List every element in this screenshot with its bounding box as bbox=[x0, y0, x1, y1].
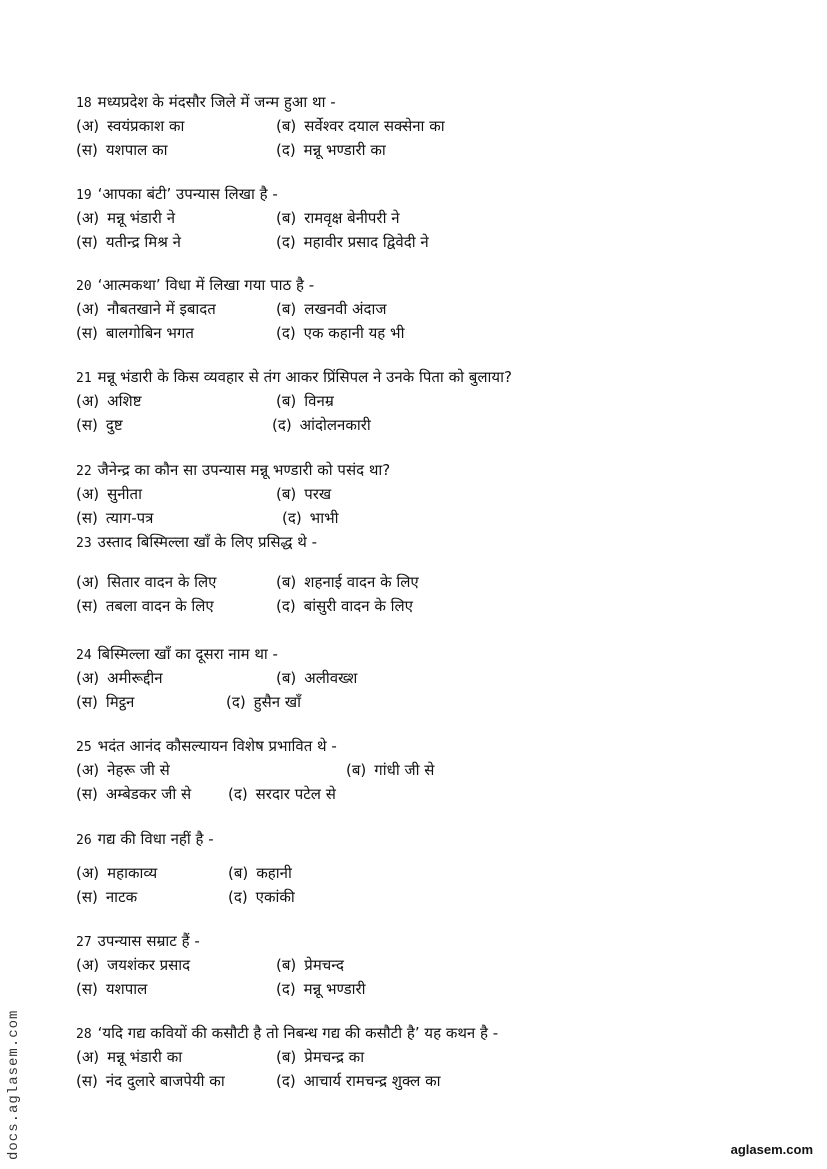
option-text: अशिष्ट bbox=[107, 392, 142, 410]
answer-option bbox=[276, 389, 334, 413]
option-text: त्याग-पत्र bbox=[105, 509, 154, 527]
question-stem: ‘आत्मकथा’ विधा में लिखा गया पाठ है - bbox=[97, 276, 315, 294]
option-label: (अ) bbox=[76, 864, 100, 882]
question-text bbox=[76, 929, 200, 953]
option-label: (ब) bbox=[276, 209, 297, 227]
question-number: 22 bbox=[76, 464, 92, 479]
option-label: (स) bbox=[76, 233, 98, 251]
option-row bbox=[76, 297, 387, 321]
answer-option bbox=[76, 594, 214, 618]
option-text: विनम्र bbox=[304, 392, 334, 410]
option-text: अमीरूद्दीन bbox=[107, 669, 163, 687]
answer-option bbox=[76, 861, 157, 885]
question-number: 21 bbox=[76, 371, 92, 386]
option-label: (द) bbox=[276, 597, 296, 615]
option-row bbox=[76, 1069, 498, 1093]
answer-option bbox=[76, 1045, 182, 1069]
option-text: यतीन्द्र मिश्र ने bbox=[105, 233, 181, 251]
option-label: (द) bbox=[276, 233, 296, 251]
option-row bbox=[76, 321, 405, 345]
option-text: हुसैन खाँ bbox=[253, 693, 302, 711]
answer-option bbox=[76, 885, 137, 909]
option-row bbox=[76, 570, 419, 594]
option-text: नाटक bbox=[105, 888, 138, 906]
answer-option bbox=[76, 953, 190, 977]
option-text: एकांकी bbox=[255, 888, 295, 906]
option-text: मन्नू भण्डारी का bbox=[303, 141, 386, 159]
option-label: (अ) bbox=[76, 956, 100, 974]
option-text: बालगोबिन भगत bbox=[105, 324, 194, 342]
question-stem: ‘यदि गद्य कवियों की कसौटी है तो निबन्ध गद्य की कसौटी है’ यह कथन है - bbox=[97, 1024, 499, 1042]
answer-option bbox=[228, 782, 336, 806]
answer-option bbox=[272, 413, 371, 437]
question-stem: उस्ताद बिस्मिल्ला खाँ के लिए प्रसिद्ध थे - bbox=[97, 533, 318, 551]
answer-option bbox=[76, 413, 123, 437]
answer-option bbox=[276, 321, 404, 345]
option-row bbox=[76, 138, 386, 162]
option-label: (अ) bbox=[76, 392, 100, 410]
option-label: (ब) bbox=[276, 573, 297, 591]
option-text: नंद दुलारे बाजपेयी का bbox=[105, 1072, 225, 1090]
question-28 bbox=[76, 1021, 498, 1093]
option-row bbox=[76, 413, 512, 437]
option-text: सरदार पटेल से bbox=[255, 785, 336, 803]
option-label: (स) bbox=[76, 509, 98, 527]
option-label: (स) bbox=[76, 324, 98, 342]
question-text bbox=[76, 1021, 498, 1045]
option-row bbox=[76, 482, 390, 506]
option-row bbox=[76, 977, 366, 1001]
option-label: (अ) bbox=[76, 300, 100, 318]
option-label: (स) bbox=[76, 785, 98, 803]
option-row bbox=[76, 506, 390, 530]
option-row bbox=[76, 782, 337, 806]
option-text: मिट्ठन bbox=[105, 693, 135, 711]
question-number: 23 bbox=[76, 536, 92, 551]
option-label: (द) bbox=[276, 141, 296, 159]
option-label: (अ) bbox=[76, 669, 100, 687]
question-stem: बिस्मिल्ला खाँ का दूसरा नाम था - bbox=[97, 645, 278, 663]
answer-option bbox=[76, 782, 191, 806]
question-number: 25 bbox=[76, 740, 92, 755]
answer-option bbox=[76, 206, 175, 230]
option-text: भाभी bbox=[309, 509, 339, 527]
option-text: नेहरू जी से bbox=[107, 761, 170, 779]
option-text: लखनवी अंदाज bbox=[304, 300, 387, 318]
question-number: 18 bbox=[76, 96, 92, 111]
option-label: (स) bbox=[76, 980, 98, 998]
option-text: शहनाई वादन के लिए bbox=[304, 573, 419, 591]
option-label: (द) bbox=[276, 1072, 296, 1090]
answer-option bbox=[228, 861, 292, 885]
answer-option bbox=[276, 138, 386, 162]
option-text: मन्नू भंडारी का bbox=[107, 1048, 183, 1066]
question-number: 26 bbox=[76, 833, 92, 848]
question-text bbox=[76, 734, 337, 758]
question-20 bbox=[76, 273, 405, 345]
question-text bbox=[76, 642, 278, 666]
option-label: (द) bbox=[276, 324, 296, 342]
option-row bbox=[76, 758, 435, 782]
option-label: (ब) bbox=[276, 117, 297, 135]
answer-option bbox=[76, 690, 134, 714]
question-number: 19 bbox=[76, 188, 92, 203]
option-text: एक कहानी यह भी bbox=[303, 324, 405, 342]
answer-option bbox=[76, 758, 170, 782]
option-row bbox=[76, 666, 358, 690]
option-text: अलीवख्श bbox=[304, 669, 358, 687]
question-stem: गद्य की विधा नहीं है - bbox=[97, 830, 214, 848]
question-text bbox=[76, 827, 214, 851]
answer-option bbox=[76, 321, 194, 345]
option-row bbox=[76, 230, 429, 254]
option-label: (द) bbox=[282, 509, 302, 527]
option-row bbox=[76, 114, 445, 138]
question-26 bbox=[76, 827, 295, 909]
corner-watermark: aglasem.com bbox=[730, 1142, 813, 1157]
answer-option bbox=[76, 389, 141, 413]
answer-option bbox=[76, 977, 147, 1001]
option-text: सर्वेश्वर दयाल सक्सेना का bbox=[304, 117, 445, 135]
option-row bbox=[76, 885, 295, 909]
answer-option bbox=[76, 570, 216, 594]
option-text: अम्बेडकर जी से bbox=[105, 785, 192, 803]
option-text: महावीर प्रसाद द्विवेदी ने bbox=[303, 233, 429, 251]
option-label: (द) bbox=[276, 980, 296, 998]
option-label: (ब) bbox=[276, 300, 297, 318]
question-stem: जैनेन्द्र का कौन सा उपन्यास मन्नू भण्डारी को पसंद था? bbox=[97, 461, 391, 479]
question-stem: भदंत आनंद कौसल्यायन विशेष प्रभावित थे - bbox=[97, 737, 337, 755]
option-label: (अ) bbox=[76, 117, 100, 135]
option-text: तबला वादन के लिए bbox=[105, 597, 214, 615]
question-stem: मध्यप्रदेश के मंदसौर जिले में जन्म हुआ था - bbox=[97, 93, 336, 111]
option-label: (अ) bbox=[76, 761, 100, 779]
option-label: (ब) bbox=[276, 392, 297, 410]
answer-option bbox=[76, 666, 163, 690]
option-label: (द) bbox=[226, 693, 246, 711]
option-label: (द) bbox=[228, 888, 248, 906]
option-row bbox=[76, 389, 512, 413]
answer-option bbox=[276, 570, 419, 594]
option-label: (स) bbox=[76, 1072, 98, 1090]
option-text: आंदोलनकारी bbox=[299, 416, 371, 434]
option-label: (ब) bbox=[346, 761, 367, 779]
question-19 bbox=[76, 182, 429, 254]
question-text bbox=[76, 530, 317, 554]
option-label: (ब) bbox=[276, 485, 297, 503]
option-label: (अ) bbox=[76, 573, 100, 591]
option-text: महाकाव्य bbox=[107, 864, 158, 882]
option-text: यशपाल का bbox=[105, 141, 168, 159]
question-number: 27 bbox=[76, 935, 92, 950]
option-text: दुष्ट bbox=[105, 416, 123, 434]
question-text bbox=[76, 182, 278, 206]
option-row bbox=[76, 594, 413, 618]
question-stem: उपन्यास सम्राट हैं - bbox=[97, 932, 200, 950]
question-24 bbox=[76, 642, 358, 714]
answer-option bbox=[276, 114, 445, 138]
answer-option bbox=[276, 977, 366, 1001]
question-number: 24 bbox=[76, 648, 92, 663]
answer-option bbox=[276, 666, 357, 690]
answer-option bbox=[346, 758, 434, 782]
question-text bbox=[76, 458, 390, 482]
question-number: 20 bbox=[76, 279, 92, 294]
option-text: कहानी bbox=[256, 864, 292, 882]
option-text: रामवृक्ष बेनीपरी ने bbox=[304, 209, 400, 227]
option-label: (ब) bbox=[276, 669, 297, 687]
question-21 bbox=[76, 365, 512, 437]
answer-option bbox=[276, 297, 386, 321]
option-row bbox=[76, 206, 400, 230]
answer-option bbox=[76, 114, 184, 138]
option-label: (स) bbox=[76, 888, 98, 906]
option-text: स्वयंप्रकाश का bbox=[107, 117, 185, 135]
answer-option bbox=[276, 1045, 364, 1069]
question-text bbox=[76, 365, 512, 389]
question-stem: मन्नू भंडारी के किस व्यवहार से तंग आकर प्रिंसिपल ने उनके पिता को बुलाया? bbox=[97, 368, 512, 386]
option-row bbox=[76, 953, 344, 977]
option-label: (स) bbox=[76, 597, 98, 615]
option-text: नौबतखाने में इबादत bbox=[107, 300, 216, 318]
answer-option bbox=[76, 230, 181, 254]
answer-option bbox=[228, 885, 295, 909]
option-text: गांधी जी से bbox=[374, 761, 435, 779]
option-text: प्रेमचन्द bbox=[304, 956, 344, 974]
option-text: यशपाल bbox=[105, 980, 148, 998]
option-label: (द) bbox=[272, 416, 292, 434]
answer-option bbox=[276, 594, 413, 618]
answer-option bbox=[276, 1069, 440, 1093]
option-text: प्रेमचन्द्र का bbox=[304, 1048, 365, 1066]
option-label: (ब) bbox=[228, 864, 249, 882]
option-text: मन्नू भंडारी ने bbox=[107, 209, 176, 227]
option-row bbox=[76, 861, 292, 885]
option-label: (स) bbox=[76, 693, 98, 711]
question-18 bbox=[76, 90, 445, 162]
question-text bbox=[76, 90, 336, 114]
option-label: (ब) bbox=[276, 956, 297, 974]
question-stem: ‘आपका बंटी’ उपन्यास लिखा है - bbox=[97, 185, 278, 203]
answer-option bbox=[76, 482, 142, 506]
option-label: (अ) bbox=[76, 485, 100, 503]
option-label: (अ) bbox=[76, 209, 100, 227]
answer-option bbox=[226, 690, 301, 714]
option-text: आचार्य रामचन्द्र शुक्ल का bbox=[303, 1072, 441, 1090]
option-label: (स) bbox=[76, 416, 98, 434]
question-22 bbox=[76, 458, 390, 530]
question-text bbox=[76, 273, 314, 297]
option-row bbox=[76, 1045, 498, 1069]
question-25 bbox=[76, 734, 435, 806]
option-label: (द) bbox=[228, 785, 248, 803]
answer-option bbox=[76, 297, 216, 321]
question-27 bbox=[76, 929, 366, 1001]
answer-option bbox=[276, 953, 344, 977]
option-text: सुनीता bbox=[107, 485, 142, 503]
option-text: परख bbox=[304, 485, 332, 503]
option-text: बांसुरी वादन के लिए bbox=[303, 597, 413, 615]
answer-option bbox=[76, 506, 153, 530]
option-text: सितार वादन के लिए bbox=[107, 573, 217, 591]
answer-option bbox=[282, 506, 339, 530]
option-label: (ब) bbox=[276, 1048, 297, 1066]
side-watermark: docs.aglasem.com bbox=[6, 1009, 22, 1160]
question-23 bbox=[76, 530, 419, 618]
option-text: जयशंकर प्रसाद bbox=[107, 956, 191, 974]
answer-option bbox=[276, 482, 331, 506]
answer-option bbox=[276, 230, 429, 254]
option-text: मन्नू भण्डारी bbox=[303, 980, 366, 998]
answer-option bbox=[76, 138, 168, 162]
option-label: (स) bbox=[76, 141, 98, 159]
option-label: (अ) bbox=[76, 1048, 100, 1066]
question-number: 28 bbox=[76, 1027, 92, 1042]
answer-option bbox=[76, 1069, 225, 1093]
option-row bbox=[76, 690, 302, 714]
answer-option bbox=[276, 206, 400, 230]
